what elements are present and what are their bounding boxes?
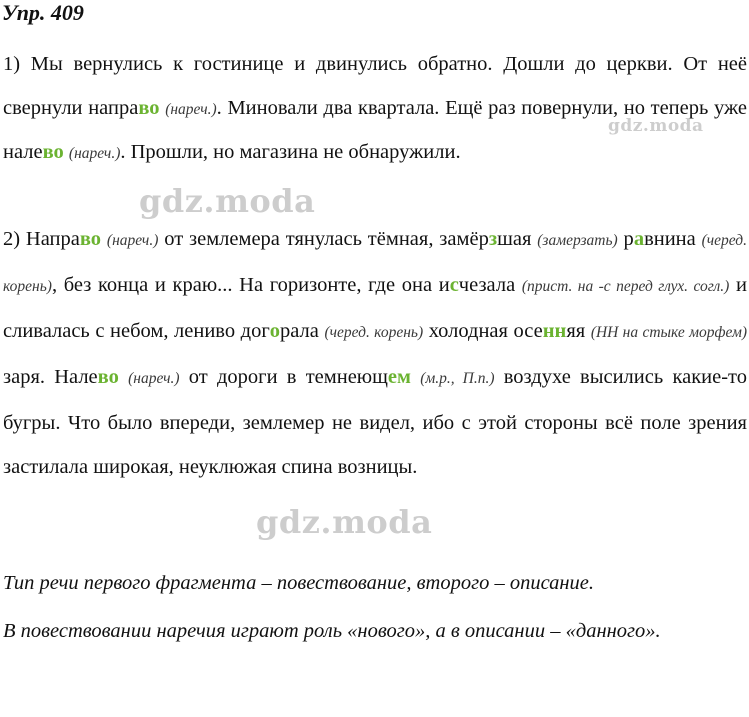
p2-text-6b: яя [566,320,591,342]
p2-text-5: и сливалась с небом, лениво дог [3,274,747,342]
p1-highlight-2: во [42,141,64,163]
p2-note-8: (м.р., П.п.) [420,370,495,387]
p1-note-2: (нареч.) [68,145,121,162]
p2-hl-3: а [633,228,645,250]
p1-text-2: . Миновали два квартала. Ещё раз повернули, но теперь уже нале [3,96,747,163]
watermark-large-1: gdz.moda [139,182,316,220]
p1-highlight-1: во [138,96,160,119]
p2-hl-4: с [449,274,459,296]
p2-text-2: от землемера тянулась тёмная, замёр [158,228,489,250]
speech-type-line: Тип речи первого фрагмента – повествование, второго – описание. [3,572,595,594]
p2-note-7: (нареч.) [128,370,180,387]
p2-text-4: , без конца и краю... На горизонте, где она и [51,274,450,296]
watermark-small: gdz.moda [608,116,704,136]
p2-text-3: р [617,228,634,250]
p2-hl-8: ем [387,366,411,388]
p2-text-8: от дороги в темнеющ [179,366,388,388]
p2-hl-5: о [269,320,281,342]
p2-text-5b: рала [280,320,325,342]
p2-text-4b: чезала [458,274,522,296]
p2-hl-2: з [488,228,498,250]
p2-text-1: 2) Напра [3,228,80,250]
p2-text-2b: шая [497,228,538,250]
p1-text-3: . Прошли, но магазина не обнаружили. [120,141,461,163]
p2-note-6: (НН на стыке морфем) [590,324,748,341]
exercise-title: Упр. 409 [2,0,84,25]
p2-note-5: (черед. корень) [324,324,424,341]
p2-hl-1: во [79,228,102,250]
conclusion-line: В повествовании наречия играют роль «нового», а в описании – «данного». [3,620,661,642]
p1-note-1: (нареч.) [165,100,217,118]
paragraph-2 [3,217,747,489]
p2-text-7: заря. Нале [3,366,98,388]
p2-text-9: воздухе высились какие-то бугры. Что было впереди, землемер не видел, ибо с этой стороны всё поле зрения застилала широкая, неуклюжая спина возницы. [3,366,747,478]
p2-text-3b: внина [644,228,702,250]
p1-text-1: 1) Мы вернулись к гостинице и двинулись обратно. Дошли до церкви. От неё свернули напра [3,53,747,119]
watermark-large-2: gdz.moda [256,503,433,541]
p2-note-1: (нареч.) [106,232,159,249]
p2-note-3: (черед. корень) [3,232,747,295]
p2-hl-6: нн [542,320,567,342]
paragraph-1 [3,43,747,176]
p2-note-4: (прист. на -с перед глух. согл.) [521,278,730,295]
p2-text-6: холодная осе [423,320,543,342]
p2-hl-7: во [97,366,119,388]
p2-note-2: (замерзать) [537,232,618,249]
